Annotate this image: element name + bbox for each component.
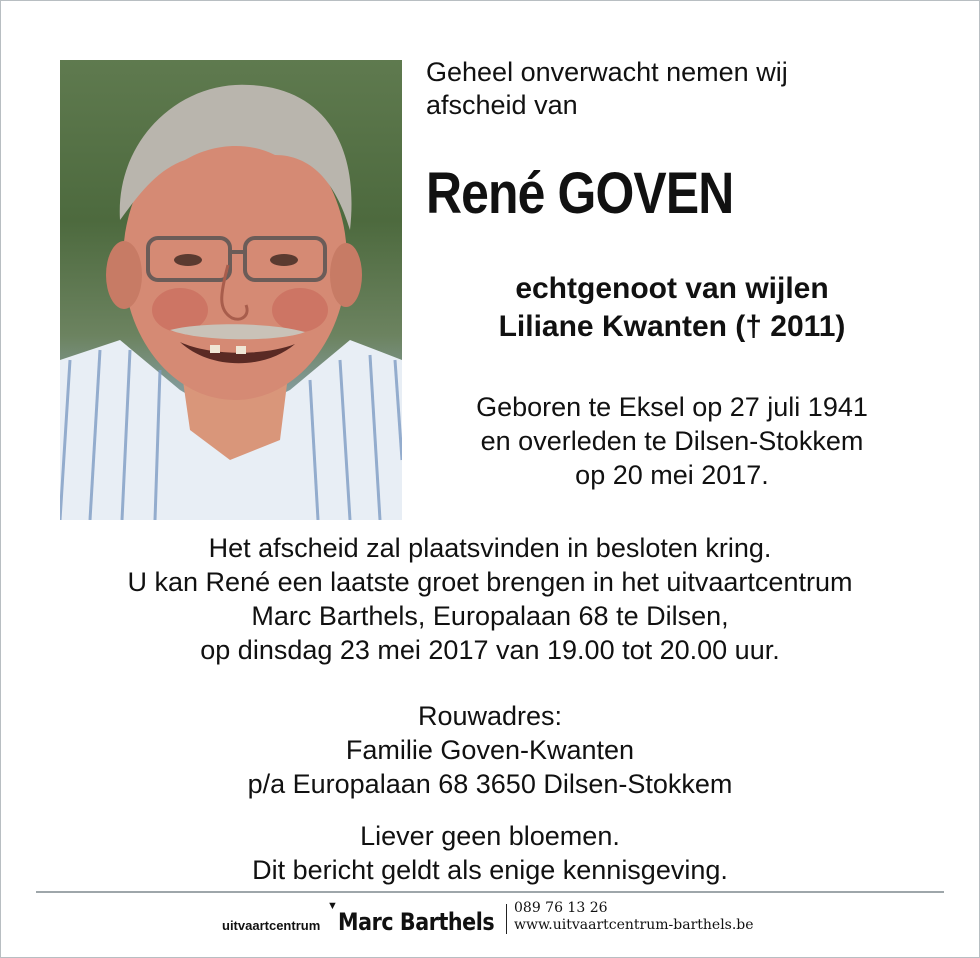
triangle-icon: ▼ xyxy=(327,900,338,912)
spouse-line: Liliane Kwanten († 2011) xyxy=(498,310,846,343)
tooth xyxy=(236,346,246,354)
ceremony-line: U kan René een laatste groet brengen in het uitvaartcentrum xyxy=(127,567,853,597)
eye-left xyxy=(174,254,202,266)
ear-right xyxy=(330,243,362,307)
website-link[interactable]: www.uitvaartcentrum-barthels.be xyxy=(514,917,754,933)
footer-divider xyxy=(36,891,944,893)
cheek-left xyxy=(152,288,208,332)
brand-prefix: uitvaartcentrum xyxy=(222,918,321,933)
ear-left xyxy=(106,241,142,309)
address-label: Rouwadres: xyxy=(417,701,563,731)
portrait-illustration xyxy=(60,60,402,520)
portrait-photo xyxy=(60,60,402,520)
ceremony-info xyxy=(0,531,980,667)
ceremony-line: op dinsdag 23 mei 2017 van 19.00 tot 20.00 uur. xyxy=(200,635,780,665)
intro-line: Geheel onverwacht nemen wij xyxy=(426,57,788,87)
birth-death-info xyxy=(402,390,942,492)
address-street: p/a Europalaan 68 3650 Dilsen-Stokkem xyxy=(247,769,733,799)
death-date-line: op 20 mei 2017. xyxy=(575,460,769,490)
closing-note xyxy=(0,819,980,887)
birth-line: Geboren te Eksel op 27 juli 1941 xyxy=(476,392,868,422)
intro-text xyxy=(426,56,788,122)
phone-number: 089 76 13 26 xyxy=(514,900,608,916)
brand-name: Marc Barthels xyxy=(338,908,495,936)
address-family: Familie Goven-Kwanten xyxy=(345,735,635,765)
closing-line: Dit bericht geldt als enige kennisgeving. xyxy=(252,855,728,885)
spouse-line: echtgenoot van wijlen xyxy=(515,272,829,305)
ceremony-line: Het afscheid zal plaatsvinden in besloten kring. xyxy=(208,533,772,563)
intro-line: afscheid van xyxy=(426,90,578,120)
closing-line: Liever geen bloemen. xyxy=(360,821,620,851)
ceremony-line: Marc Barthels, Europalaan 68 te Dilsen, xyxy=(251,601,729,631)
death-place-line: en overleden te Dilsen-Stokkem xyxy=(480,426,864,456)
funeral-home-footer xyxy=(0,898,980,942)
cheek-right xyxy=(272,288,328,332)
contact-info xyxy=(514,900,754,934)
tooth xyxy=(210,345,220,353)
mourning-address xyxy=(0,699,980,801)
brand-separator xyxy=(506,904,507,934)
deceased-name: René GOVEN xyxy=(426,161,734,226)
eye-right xyxy=(270,254,298,266)
spouse-info xyxy=(402,270,942,346)
